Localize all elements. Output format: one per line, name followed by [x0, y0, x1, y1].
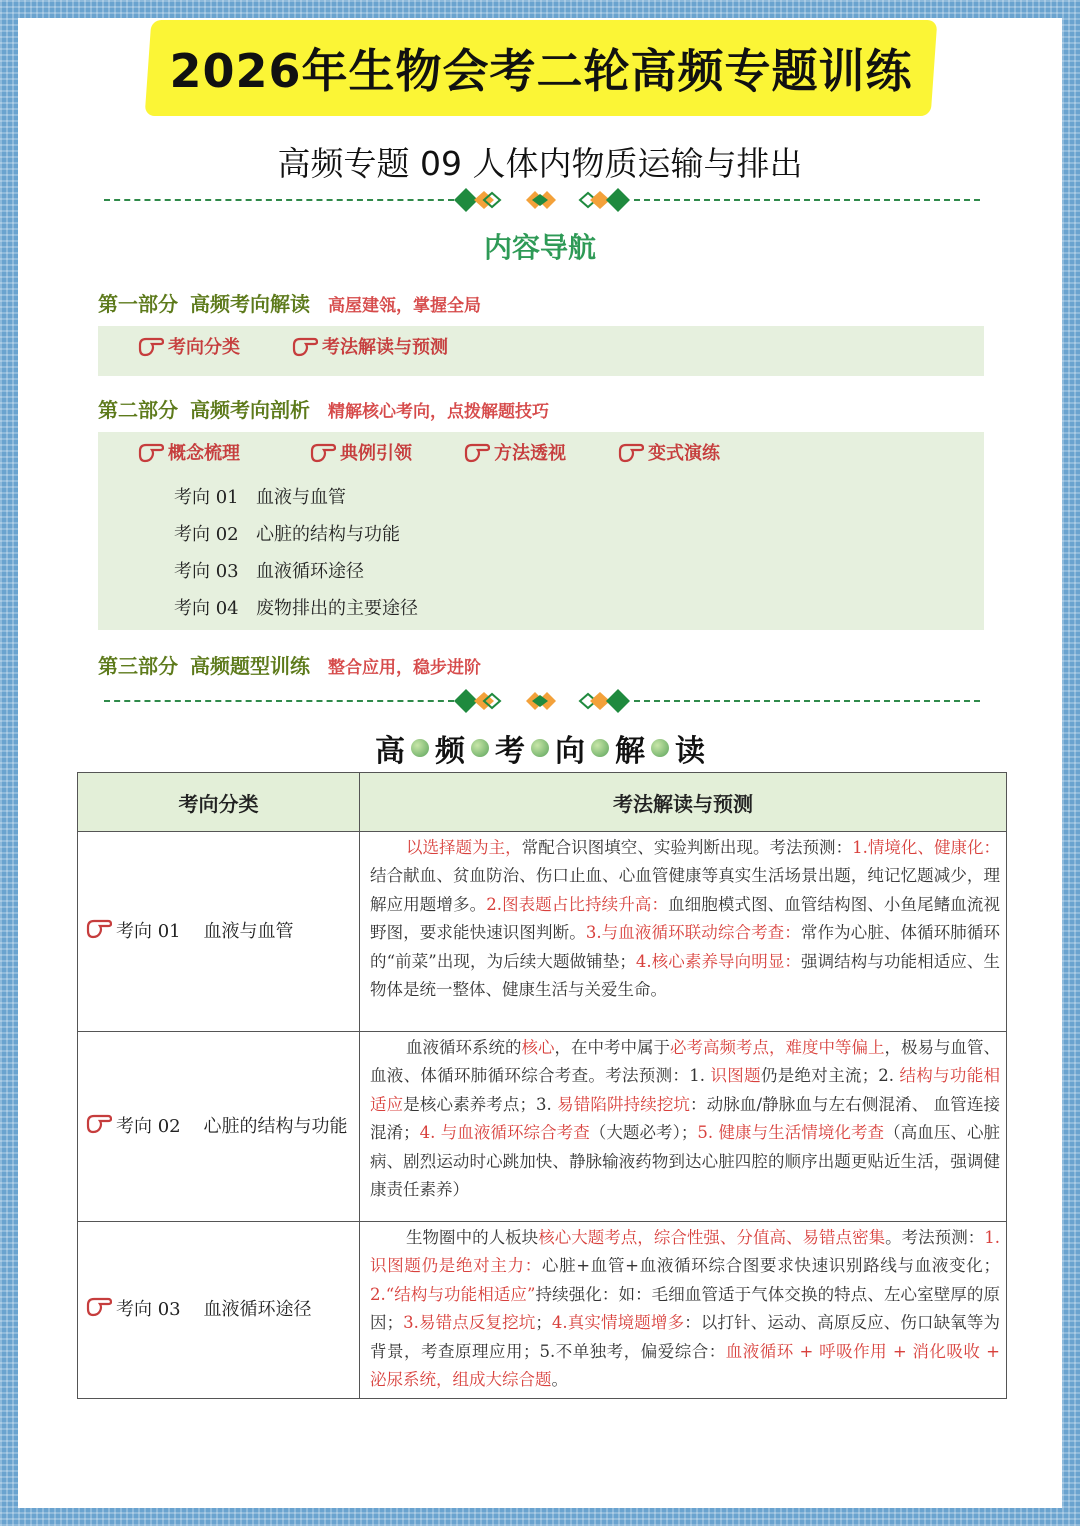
diamond-ornament-icon: [454, 188, 634, 212]
column-header: 考向分类: [78, 773, 360, 832]
part3-name: 高频题型训练: [190, 654, 310, 678]
highlight-text: 核心: [521, 1038, 555, 1057]
body-text: ；: [535, 1313, 552, 1333]
topic-item-01[interactable]: 考向 01 血液与血管: [174, 487, 346, 508]
ornament-divider: [104, 689, 980, 713]
highlight-text: 4.核心素养导向明显：: [635, 951, 801, 971]
pointing-hand-icon: [86, 1295, 112, 1317]
green-dot-icon: [591, 739, 609, 757]
highlight-text: 识图题: [710, 1066, 761, 1086]
body-text: 持续强化：如：毛细血管适于气体交换的特点、左心室壁厚的原因；: [370, 1284, 1000, 1333]
diamond-ornament-icon: [454, 689, 634, 713]
pointing-hand-icon: [138, 335, 164, 357]
page-subtitle: 高频专题 09 人体内物质运输与排出: [277, 144, 803, 183]
body-text: 心脏+血管+血液循环综合图要求快速识别路线与血液变化；: [541, 1256, 1000, 1276]
section-title-gaopin: 高 频 考 向 解 读: [375, 734, 705, 769]
body-text: （高血压、心脏病、剧烈运动时心跳加快、静脉输液药物到达心脏四腔的顺序出题更贴近生活，强调健康责任素养）: [370, 1123, 1001, 1200]
row-text: [360, 1032, 1007, 1222]
row-text: [360, 1222, 1007, 1399]
table-row: [78, 1032, 1007, 1222]
row-text: [360, 832, 1007, 1032]
green-dot-icon: [411, 739, 429, 757]
part2-heading: [98, 394, 549, 423]
part2-tag-2[interactable]: 典例引领: [310, 439, 412, 465]
part1-note: 高屋建瓴，掌握全局: [328, 296, 481, 316]
body-text: 常配合识图填空、实验判断出现。考法预测：: [521, 838, 853, 857]
row-label: 考向 02 心脏的结构与功能: [78, 1032, 360, 1222]
body-text: ：动脉血/静脉血与左右侧混淆、 血管连接混淆；: [370, 1094, 1001, 1143]
ornament-divider: [104, 188, 980, 212]
pointing-hand-icon: [86, 1112, 112, 1134]
part2-tag-1[interactable]: 概念梳理: [138, 439, 240, 465]
part1-tag-1[interactable]: 考向分类: [138, 333, 240, 359]
part3-note: 整合应用，稳步进阶: [328, 658, 481, 678]
part2-name: 高频考向剖析: [190, 398, 310, 422]
highlight-text: 2.“结构与功能相适应”: [370, 1284, 536, 1304]
table-header-row: [78, 773, 1007, 832]
column-header: 考法解读与预测: [360, 773, 1007, 832]
part1-name: 高频考向解读: [190, 292, 310, 316]
topic-item-04[interactable]: 考向 04 废物排出的主要途径: [174, 598, 418, 619]
pointing-hand-icon: [138, 441, 164, 463]
body-text: 血液循环系统的: [406, 1038, 522, 1057]
part2-note: 精解核心考向，点拨解题技巧: [328, 402, 549, 422]
body-text: 。: [551, 1370, 568, 1390]
green-dot-icon: [651, 739, 669, 757]
highlight-text: 3.易错点反复挖坑: [403, 1313, 536, 1333]
highlight-text: 1.情境化、健康化：: [852, 838, 1001, 857]
highlight-text: 以选择题为主，: [406, 838, 522, 857]
highlight-text: 4.真实情境题增多: [551, 1313, 685, 1333]
row-label: 考向 01 血液与血管: [78, 832, 360, 1032]
body-text: （大题必考）；: [589, 1123, 698, 1143]
pointing-hand-icon: [618, 441, 644, 463]
body-text: 血细胞模式图、血管结构图、小鱼尾鳍血流视野图，要求能快速识图判断。: [370, 894, 1001, 943]
highlight-text: 2.图表题占比持续升高：: [486, 894, 669, 914]
body-text: 仍是绝对主流；2.: [760, 1066, 900, 1086]
body-text: 生物圈中的人板块: [406, 1228, 539, 1247]
topic-item-03[interactable]: 考向 03 血液循环途径: [174, 561, 364, 582]
content-nav-title: 内容导航: [483, 231, 596, 264]
highlight-text: 核心大题考点，综合性强、分值高、易错点密集: [538, 1228, 886, 1247]
body-text: 结合献血、贫血防治、伤口止血、心血管健康等真实生活场景出题，纯记忆题减少，理解应用题增多。: [370, 866, 1000, 914]
body-text: 是核心素养考点；3.: [403, 1094, 558, 1114]
highlight-text: 结构与功能相适应: [370, 1066, 1001, 1114]
part2-title: 第二部分: [98, 398, 178, 422]
pointing-hand-icon: [86, 917, 112, 939]
analysis-table: [77, 772, 1007, 1399]
row-label: 考向 03 血液循环途径: [78, 1222, 360, 1399]
part3-title: 第三部分: [98, 654, 178, 678]
body-text: ：以打针、运动、高原反应、伤口缺氧等为背景，考查原理应用；5.不单独考，偏爱综合：: [370, 1313, 1001, 1361]
part2-tag-4[interactable]: 变式演练: [618, 439, 720, 465]
highlight-text: 必考高频考点，难度中等偏上: [670, 1038, 885, 1057]
topic-item-02[interactable]: 考向 02 心脏的结构与功能: [174, 524, 400, 545]
highlight-text: 1.识图题仍是绝对主力：: [370, 1228, 1001, 1276]
body-text: 强调结构与功能相适应、生物体是统一整体、健康生活与关爱生命。: [370, 951, 1001, 1000]
part3-heading: [98, 650, 481, 679]
highlight-text: 5. 健康与生活情境化考查: [697, 1123, 885, 1143]
table-row: [78, 832, 1007, 1032]
part1-tag-2[interactable]: 考法解读与预测: [292, 333, 448, 359]
table-row: [78, 1222, 1007, 1399]
highlight-text: 3.与血液循环联动综合考查：: [585, 923, 801, 943]
body-text: ，在中考中属于: [554, 1038, 670, 1057]
body-text: 常作为心脏、体循环肺循环的“前菜”出现，为后续大题做铺垫；: [370, 923, 1001, 971]
highlight-text: 4. 与血液循环综合考查: [419, 1123, 590, 1143]
green-dot-icon: [531, 739, 549, 757]
body-text: 。考法预测：: [885, 1228, 985, 1247]
pointing-hand-icon: [464, 441, 490, 463]
part1-title: 第一部分: [98, 292, 178, 316]
highlight-text: 易错陷阱持续挖坑: [557, 1094, 691, 1114]
highlight-text: 血液循环 + 呼吸作用 + 消化吸收 + 泌尿系统，组成大综合题: [370, 1341, 1001, 1390]
banner-title: 2026年生物会考二轮高频专题训练: [169, 44, 913, 98]
part1-heading: [98, 288, 481, 317]
pointing-hand-icon: [310, 441, 336, 463]
green-dot-icon: [471, 739, 489, 757]
part2-tag-3[interactable]: 方法透视: [464, 439, 566, 465]
pointing-hand-icon: [292, 335, 318, 357]
body-text: ，极易与血管、血液、体循环肺循环综合考查。考法预测：1.: [370, 1038, 1000, 1086]
